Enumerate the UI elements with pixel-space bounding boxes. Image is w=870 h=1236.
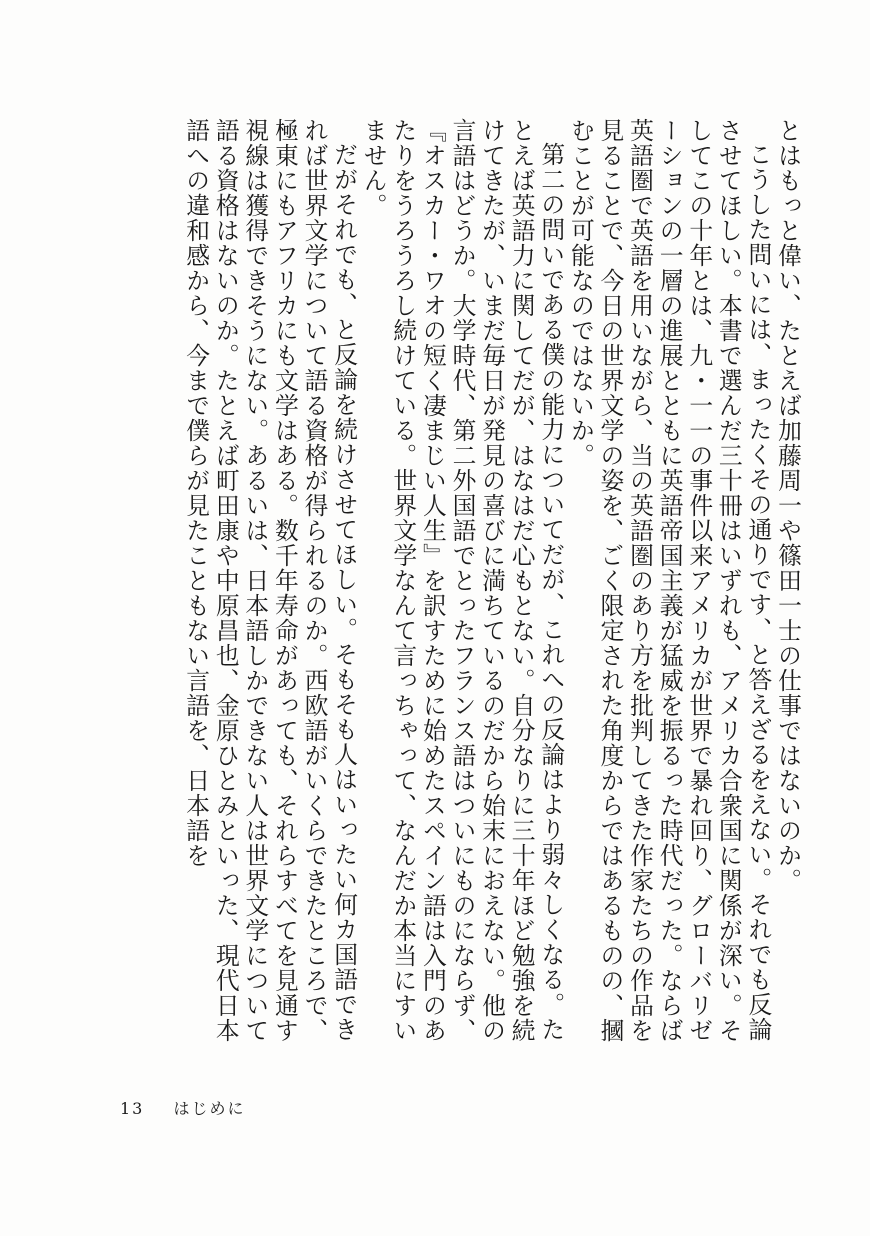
running-chapter-title: はじめに [173, 1099, 246, 1118]
page-footer [120, 1096, 245, 1119]
body-text-vertical [92, 118, 802, 1048]
paragraph-1: とはもっと偉い、たとえば加藤周一や篠田一士の仕事ではないのか。 [774, 118, 802, 893]
paragraph-3: 第二の問いである僕の能力についてだが、これへの反論はより弱々しくなる。たとえば英語力に関してだが、はなはだ心もとない。自分なりに三十年ほど勉強を続けてきたが、いまだ毎日が発見の喜びに満ちているのだから始末におえない。他の言語はどうか。大学時代、第二外国語でとったフランス語はついにものにならず、『オスカー・ワオの短く凄まじい人生』を訳すために始めたスペイン語は入門のあたりをうろうろし続けている。世界文学なんて言っちゃって、なんだか本当にすいません。 [359, 118, 566, 1043]
page-number: 13 [120, 1099, 145, 1118]
paragraph-2: こうした問いには、まったくその通りです、と答えざるをえない。それでも反論させてほしい。本書で選んだ三十冊はいずれも、アメリカ合衆国に関係が深い。そしてこの十年とは、九・一一の事件以来アメリカが世界で暴れ回り、グローバリゼーションの一層の進展とともに英語帝国主義が猛威を振るった時代だった。ならば英語圏で英語を用いながら、当の英語圏のあり方を批判してきた作家たちの作品を見ることで、今日の世界文学の姿を、ごく限定された角度からではあるものの、摑むことが可能なのではないか。 [566, 118, 773, 1043]
paragraph-4: だがそれでも、と反論を続けさせてほしい。そもそも人はいったい何カ国語できれば世界文学について語る資格が得られるのか。西欧語がいくらできたところで、極東にもアフリカにも文学はある。数千年寿命があっても、それらすべてを見通す視線は獲得できそうにない。あるいは、日本語しかできない人は世界文学について語る資格はないのか。たとえば町田康や中原昌也、金原ひとみといった、現代日本語への違和感から、今まで僕らが見たこともない言語を、日本語を [182, 118, 359, 1043]
